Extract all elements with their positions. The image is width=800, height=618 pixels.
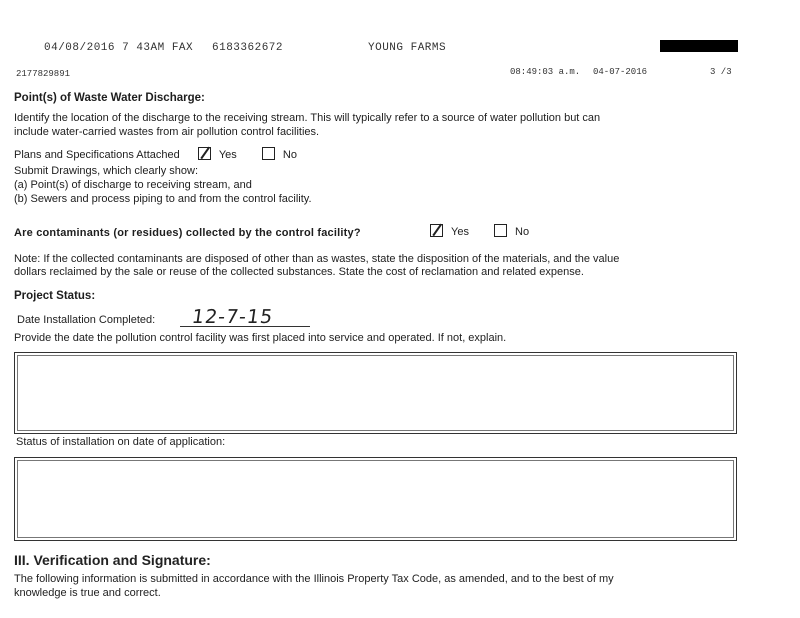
plans-no-option[interactable] — [262, 147, 297, 161]
fax-sender: YOUNG FARMS — [368, 42, 447, 54]
discharge-instruction-line1: Identify the location of the discharge to the receiving stream. This will typically refer to a source of water pollution but can — [14, 112, 601, 124]
date-installation-value[interactable]: 12-7-15 — [190, 306, 275, 328]
contaminants-yes-option[interactable] — [430, 224, 469, 238]
contaminants-yes-checkbox[interactable] — [430, 224, 443, 237]
project-status-title: Project Status: — [14, 290, 96, 302]
contaminants-note-line1: Note: If the collected contaminants are disposed of other than as wastes, state the disposition of the materials, and the value — [14, 253, 620, 265]
contaminants-yes-label: Yes — [451, 226, 469, 238]
plans-label: Plans and Specifications Attached — [14, 149, 180, 161]
status-installation-textbox[interactable] — [14, 457, 737, 541]
redaction-bar — [660, 40, 738, 52]
submit-item-a: (a) Point(s) of discharge to receiving stream, and — [14, 179, 252, 191]
plans-row — [14, 147, 319, 161]
plans-yes-checkbox[interactable] — [198, 147, 211, 160]
fax-page: 3 /3 — [710, 67, 732, 77]
fax-phone: 6183362672 — [212, 42, 284, 54]
contaminants-no-checkbox[interactable] — [494, 224, 507, 237]
fax-number: 2177829891 — [16, 69, 71, 79]
fax-date: 04-07-2016 — [593, 67, 648, 77]
plans-yes-label: Yes — [218, 149, 237, 161]
service-date-textbox[interactable] — [14, 352, 737, 434]
discharge-title: Point(s) of Waste Water Discharge: — [14, 92, 205, 104]
plans-yes-option[interactable] — [198, 147, 237, 161]
fax-time: 08:49:03 a.m. — [510, 67, 581, 77]
contaminants-question: Are contaminants (or residues) collected by the control facility? — [14, 227, 361, 239]
verification-title: III. Verification and Signature: — [14, 552, 211, 568]
provide-date-label: Provide the date the pollution control facility was first placed into service and operated. If not, explain. — [14, 332, 507, 344]
date-installation-label: Date Installation Completed: — [17, 314, 156, 326]
plans-no-checkbox[interactable] — [262, 147, 275, 160]
plans-no-label: No — [282, 149, 297, 161]
contaminants-note-line2: dollars reclaimed by the sale or reuse of the collected substances. State the cost of reclamation and related expense. — [14, 266, 584, 278]
fax-timestamp: 04/08/2016 7 43AM FAX — [44, 42, 194, 54]
contaminants-options — [430, 224, 551, 238]
verification-text-line1: The following information is submitted in accordance with the Illinois Property Tax Code, as amended, and to the best of my — [14, 573, 614, 585]
verification-text-line2: knowledge is true and correct. — [14, 587, 161, 599]
contaminants-no-label: No — [515, 226, 530, 238]
contaminants-no-option[interactable] — [494, 224, 529, 238]
status-installation-label: Status of installation on date of application: — [16, 436, 226, 448]
submit-item-b: (b) Sewers and process piping to and from the control facility. — [14, 193, 312, 205]
submit-drawings-label: Submit Drawings, which clearly show: — [14, 165, 199, 177]
discharge-instruction-line2: include water-carried wastes from air pollution control facilities. — [14, 126, 320, 138]
